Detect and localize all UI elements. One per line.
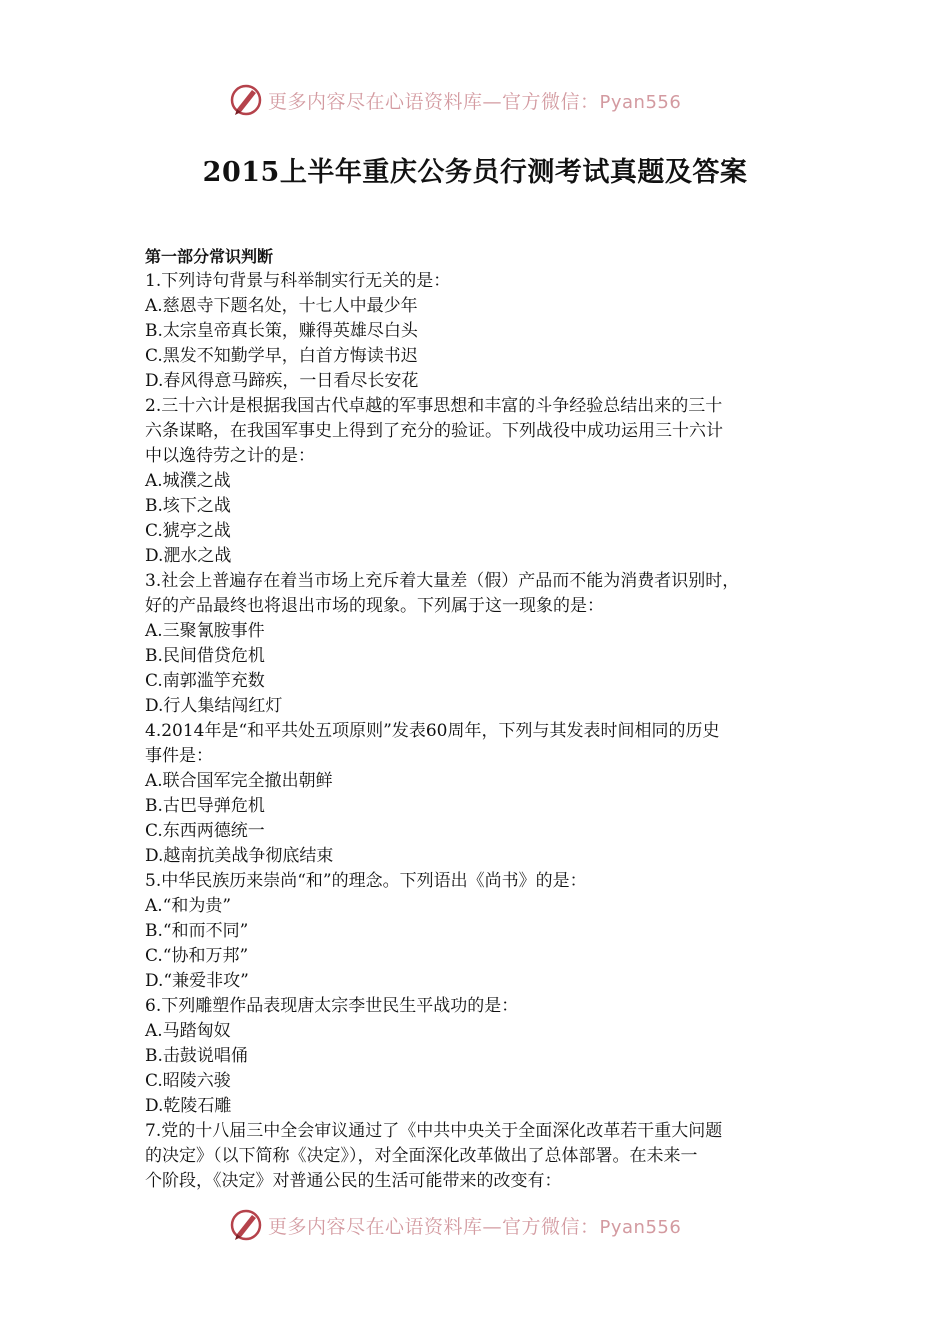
- text-line: 事件是：: [145, 746, 213, 766]
- text-line: A.联合国军完全撤出朝鲜: [145, 771, 333, 791]
- text-line: B.民间借贷危机: [145, 646, 265, 666]
- banner-text: 更多内容尽在心语资料库—官方微信：Pyan556: [268, 1215, 682, 1238]
- text-line: B.古巴导弹危机: [145, 796, 265, 816]
- page-title: 2015上半年重庆公务员行测考试真题及答案: [202, 157, 748, 188]
- text-line: 2.三十六计是根据我国古代卓越的军事思想和丰富的斗争经验总结出来的三十: [145, 396, 723, 416]
- text-line: 3.社会上普遍存在着当市场上充斥着大量差（假）产品而不能为消费者识别时，: [145, 571, 740, 591]
- text-line: 个阶段，《决定》对普通公民的生活可能带来的改变有：: [145, 1171, 562, 1191]
- text-line: A.三聚氰胺事件: [145, 621, 265, 641]
- wechat-id: Pyan556: [599, 1216, 682, 1238]
- text-line: D.春风得意马蹄疾，一日看尽长安花: [145, 371, 419, 391]
- text-line: B.垓下之战: [145, 496, 231, 516]
- text-line: 的决定》（以下简称《决定》），对全面深化改革做出了总体部署。在未来一: [145, 1146, 698, 1166]
- text-line: D.“兼爱非攻”: [145, 971, 249, 991]
- text-line: A.“和为贵”: [145, 896, 232, 916]
- text-line: 六条谋略，在我国军事史上得到了充分的验证。下列战役中成功运用三十六计: [145, 421, 723, 441]
- text-line: C.东西两德统一: [145, 821, 265, 841]
- text-line: B.太宗皇帝真长策，赚得英雄尽白头: [145, 321, 418, 341]
- footer-banner: [0, 1203, 950, 1253]
- banner-text: 更多内容尽在心语资料库—官方微信：Pyan556: [268, 90, 682, 113]
- header-banner: [0, 78, 950, 128]
- text-line: 6.下列雕塑作品表现唐太宗李世民生平战功的是：: [145, 996, 519, 1016]
- text-line: C.昭陵六骏: [145, 1071, 231, 1091]
- wechat-id: Pyan556: [599, 91, 682, 113]
- text-line: 中以逸待劳之计的是：: [145, 446, 315, 466]
- text-line: D.淝水之战: [145, 546, 232, 566]
- pen-logo-icon: [228, 82, 264, 118]
- text-line: 4.2014年是“和平共处五项原则”发表60周年，下列与其发表时间相同的历史: [145, 721, 720, 741]
- text-line: C.南郭滥竽充数: [145, 671, 265, 691]
- text-line: 好的产品最终也将退出市场的现象。下列属于这一现象的是：: [145, 596, 604, 616]
- text-line: A.城濮之战: [145, 471, 231, 491]
- text-line: C.猇亭之战: [145, 521, 231, 541]
- document-body: [145, 244, 815, 1194]
- text-line: A.马踏匈奴: [145, 1021, 231, 1041]
- text-line: C.“协和万邦”: [145, 946, 249, 966]
- text-line: A.慈恩寺下题名处，十七人中最少年: [145, 296, 418, 316]
- text-line: 7.党的十八届三中全会审议通过了《中共中央关于全面深化改革若干重大问题: [145, 1121, 723, 1141]
- text-line: 5.中华民族历来崇尚“和”的理念。下列语出《尚书》的是：: [145, 871, 587, 891]
- pen-logo-icon: [228, 1207, 264, 1243]
- text-line: D.行人集结闯红灯: [145, 696, 283, 716]
- text-line: C.黑发不知勤学早，白首方悔读书迟: [145, 346, 418, 366]
- text-line: B.“和而不同”: [145, 921, 249, 941]
- text-line: D.越南抗美战争彻底结束: [145, 846, 334, 866]
- text-line: B.击鼓说唱俑: [145, 1046, 248, 1066]
- text-line: 1.下列诗句背景与科举制实行无关的是：: [145, 271, 451, 291]
- text-line: D.乾陵石雕: [145, 1096, 232, 1116]
- section-heading: 第一部分常识判断: [145, 247, 274, 266]
